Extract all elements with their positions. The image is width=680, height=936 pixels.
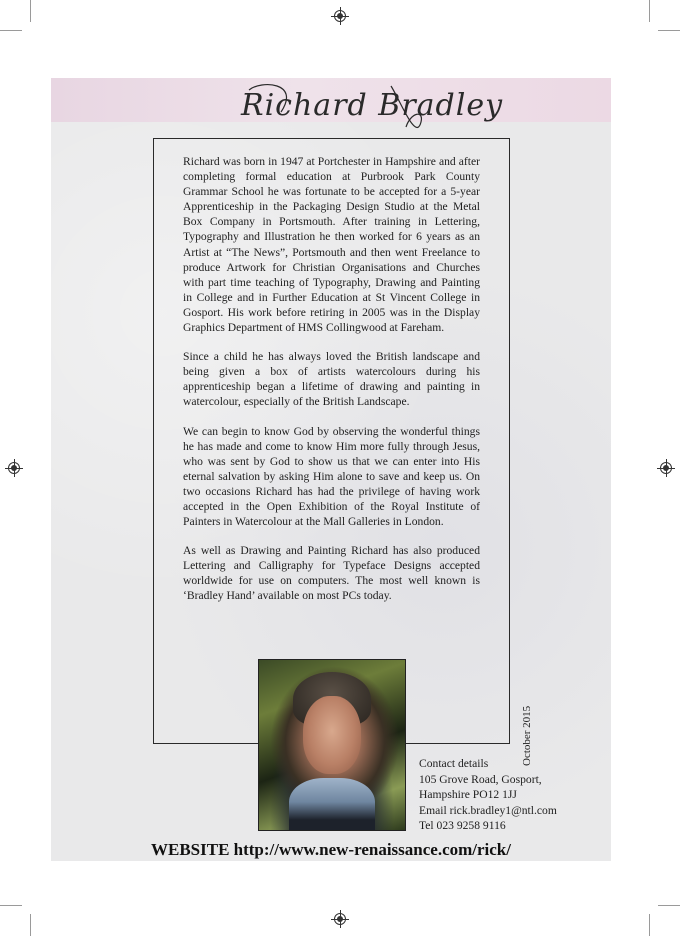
biography-frame <box>153 138 510 744</box>
registration-mark-icon <box>8 462 20 474</box>
biography-text <box>183 154 480 618</box>
biography-paragraph: As well as Drawing and Painting Richard has also produced Lettering and Calligraphy for Typeface Designs accepted worldwide for use on computers. The most well known is ‘Bradley Hand’ available on most PCs today. <box>183 544 480 603</box>
crop-mark <box>0 905 22 906</box>
portrait-face <box>303 696 361 774</box>
registration-mark-icon <box>334 913 346 925</box>
contact-heading: Contact details <box>419 757 489 770</box>
crop-mark <box>30 0 31 22</box>
date-label <box>519 676 533 766</box>
crop-mark <box>658 905 680 906</box>
contact-email[interactable]: Email rick.bradley1@ntl.com <box>419 803 557 817</box>
signature-text: Richard Bradley <box>241 88 504 123</box>
registration-mark-icon <box>334 10 346 22</box>
portrait-photo <box>258 659 406 831</box>
crop-mark <box>658 30 680 31</box>
page-sheet <box>51 78 611 861</box>
crop-mark <box>649 914 650 936</box>
portrait-clothing <box>289 778 375 831</box>
contact-address-line1: 105 Grove Road, Gosport, <box>419 772 542 786</box>
crop-mark <box>0 30 22 31</box>
contact-details <box>419 756 589 834</box>
contact-address-line2: Hampshire PO12 1JJ <box>419 788 517 801</box>
date-text: October 2015 <box>521 705 533 766</box>
biography-paragraph: Since a child he has always loved the British landscape and being given a box of artists watercolours during his apprenticeship began a lifetime of drawing and painting in watercolour, especially of the British Landscape. <box>183 350 480 409</box>
crop-mark <box>30 914 31 936</box>
biography-paragraph: Richard was born in 1947 at Portchester in Hampshire and after completing formal education at Purbrook Park County Grammar School he was fortunate to be accepted for a 5-year Apprenticeship in the Packaging Design Studio at the Metal Box Company in Portsmouth. After training in Lettering, Typography and Illustration he then worked for 6 years as an Artist at “The News”, Portsmouth and then went Freelance to produce Artwork for Christian Organisations and Churches with part time teaching of Typography, Drawing and Painting in College and in Further Education at St Vincent College in Gosport. His work before retiring in 2005 was in the Display Graphics Department of HMS Collingwood at Fareham. <box>183 155 480 335</box>
biography-paragraph: We can begin to know God by observing the wonderful things he has made and come to know Him more fully through Jesus, who was sent by God to show us that we can enter into His eternal salvation by asking Him alone to save and keep us. On two occasions Richard has had the privilege of having work accepted in the Open Exhibition of the Royal Institute of Painters in Watercolour at the Mall Galleries in London. <box>183 424 480 529</box>
signature-title <box>241 82 504 140</box>
website-link[interactable]: WEBSITE http://www.new-renaissance.com/rick/ <box>150 840 511 859</box>
registration-mark-icon <box>660 462 672 474</box>
crop-mark <box>649 0 650 22</box>
contact-phone: Tel 023 9258 9116 <box>419 819 506 832</box>
